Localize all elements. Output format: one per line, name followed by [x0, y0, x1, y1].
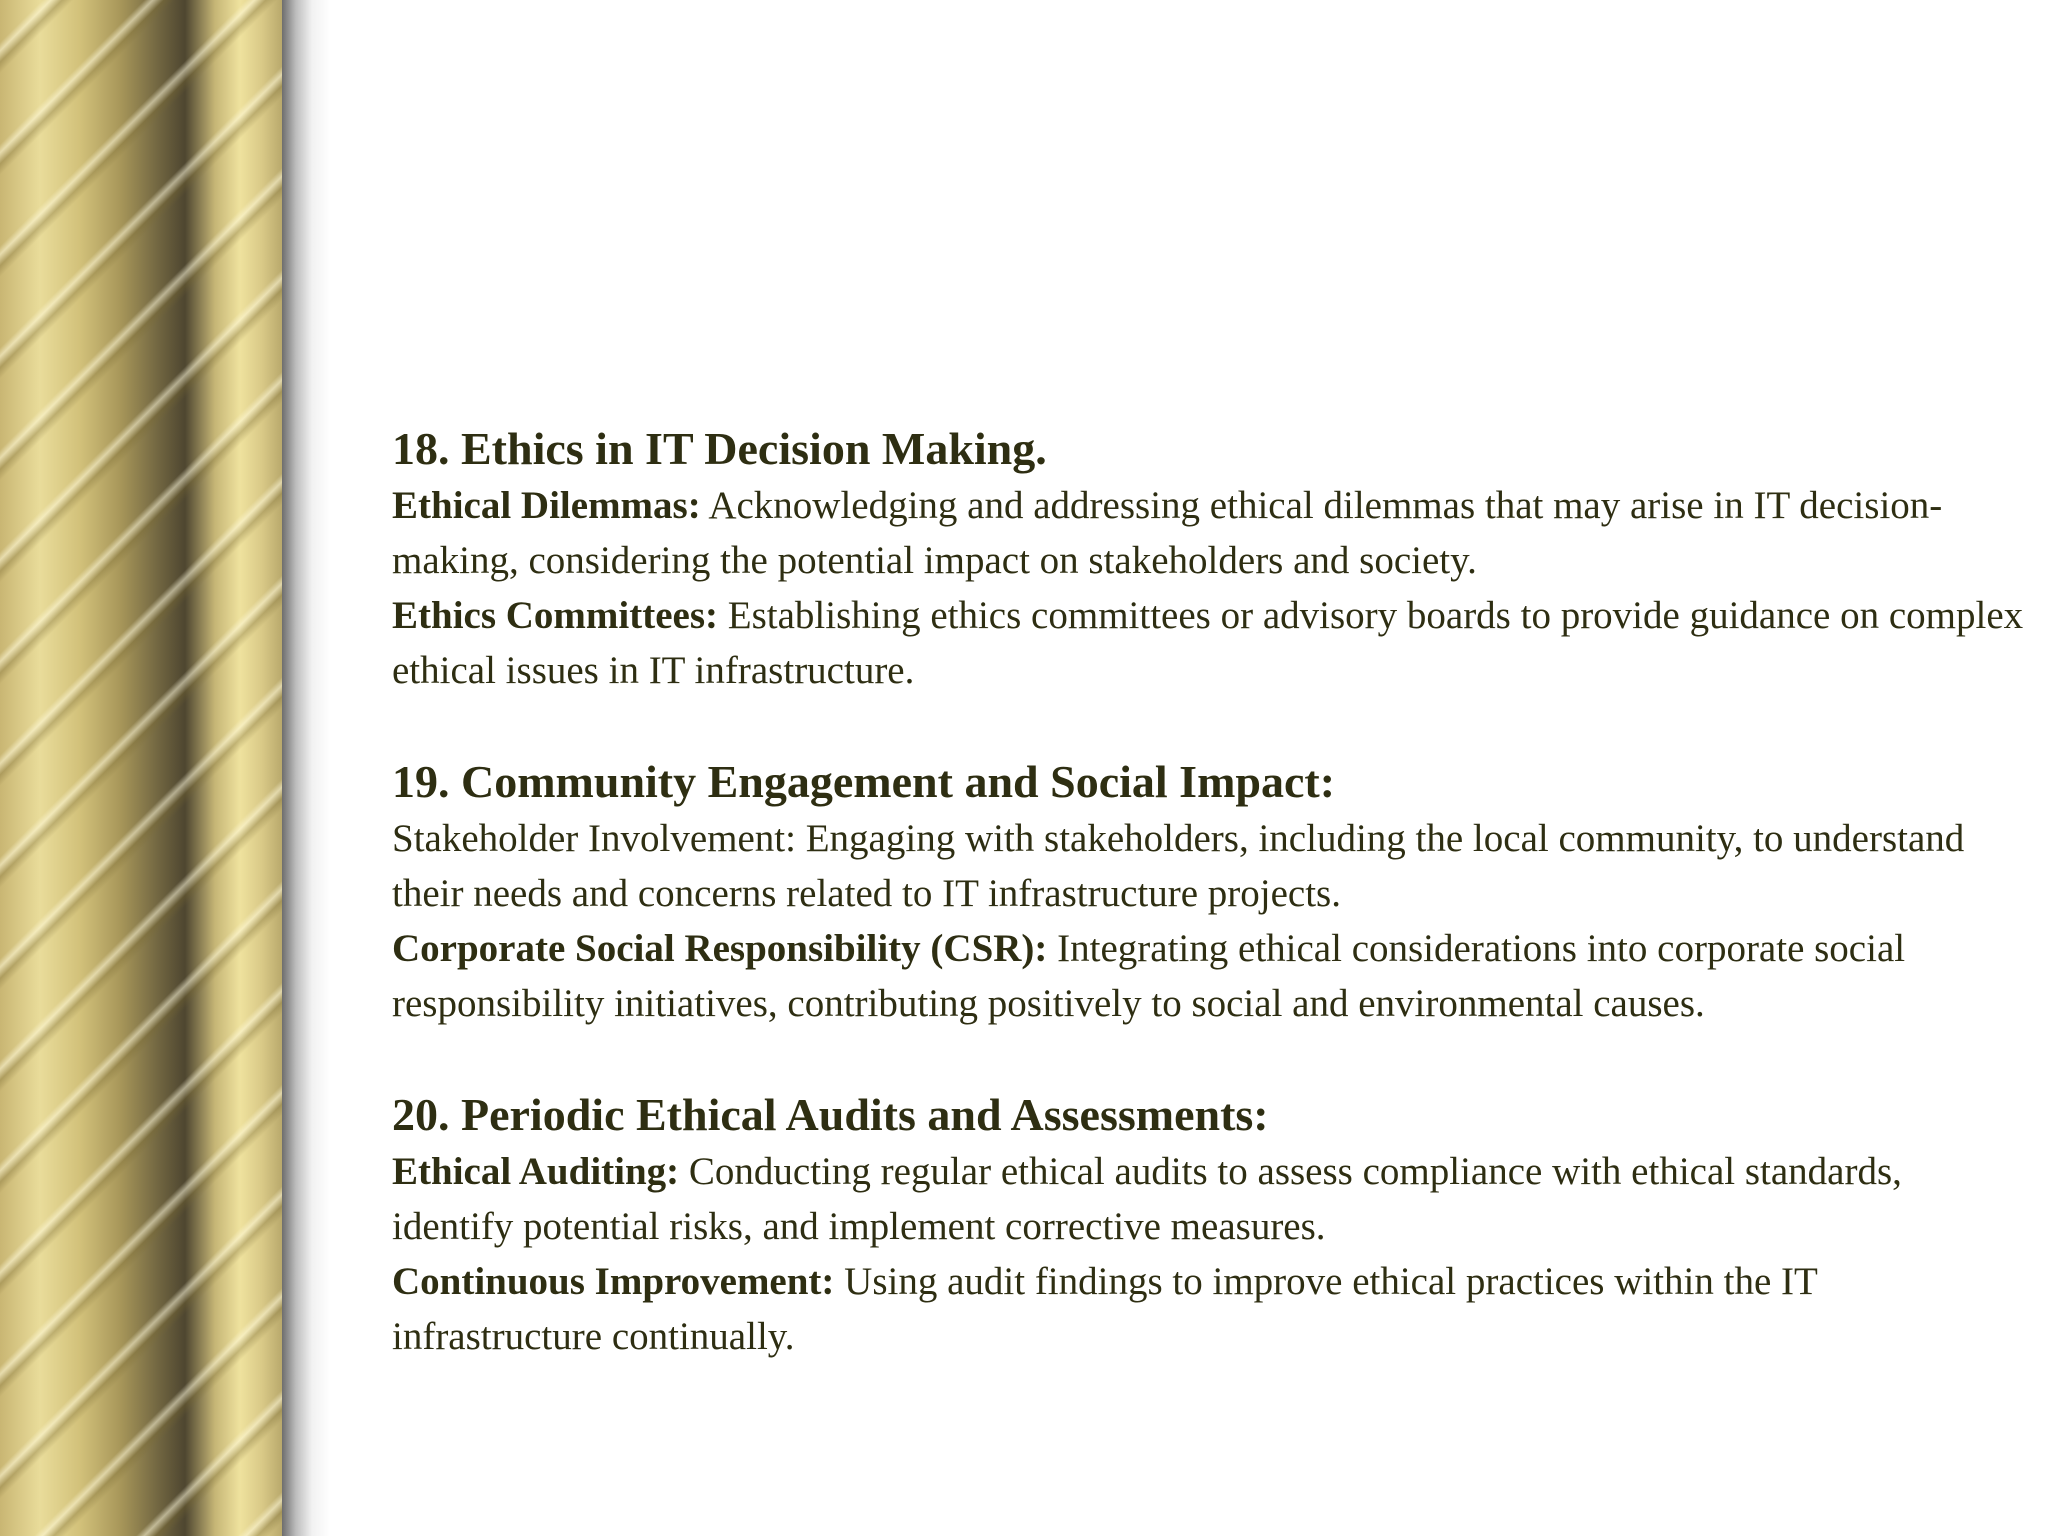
list-item [392, 811, 2032, 921]
item-term: Ethics Committees: [392, 594, 718, 637]
list-item [392, 1254, 2032, 1364]
slide-content [392, 420, 2032, 1364]
item-term: Ethical Auditing: [392, 1150, 680, 1193]
item-text: Acknowledging and addressing ethical dilemmas that may arise in IT decision-making, considering the potential impact on stakeholders and society. [392, 484, 1943, 582]
item-term: Corporate Social Responsibility (CSR): [392, 927, 1048, 970]
section-title: 19. Community Engagement and Social Impact: [392, 756, 1336, 807]
section-19 [392, 753, 2032, 1031]
item-text: Integrating ethical considerations into corporate social responsibility initiatives, contributing positively to social and environmental causes. [392, 927, 1906, 1025]
list-item [392, 588, 2032, 698]
list-item [392, 478, 2032, 588]
section-20 [392, 1086, 2032, 1364]
border-shadow [282, 0, 330, 1536]
item-text: Establishing ethics committees or advisory boards to provide guidance on complex ethical issues in IT infrastructure. [392, 594, 2024, 692]
section-18 [392, 420, 2032, 698]
section-title: 18. Ethics in IT Decision Making. [392, 423, 1047, 474]
section-spacer [392, 698, 2032, 753]
item-text: Using audit findings to improve ethical practices within the IT infrastructure continually. [392, 1260, 1818, 1358]
decorative-gold-border [0, 0, 282, 1536]
section-spacer [392, 1031, 2032, 1086]
section-title: 20. Periodic Ethical Audits and Assessments: [392, 1089, 1269, 1140]
item-term: Ethical Dilemmas: [392, 484, 701, 527]
list-item [392, 921, 2032, 1031]
item-term: Continuous Improvement: [392, 1260, 835, 1303]
item-text: Conducting regular ethical audits to assess compliance with ethical standards, identify potential risks, and implement corrective measures. [392, 1150, 1902, 1248]
item-text: Stakeholder Involvement: Engaging with stakeholders, including the local community, to understand their needs and concerns related to IT infrastructure projects. [392, 817, 1965, 915]
list-item [392, 1144, 2032, 1254]
